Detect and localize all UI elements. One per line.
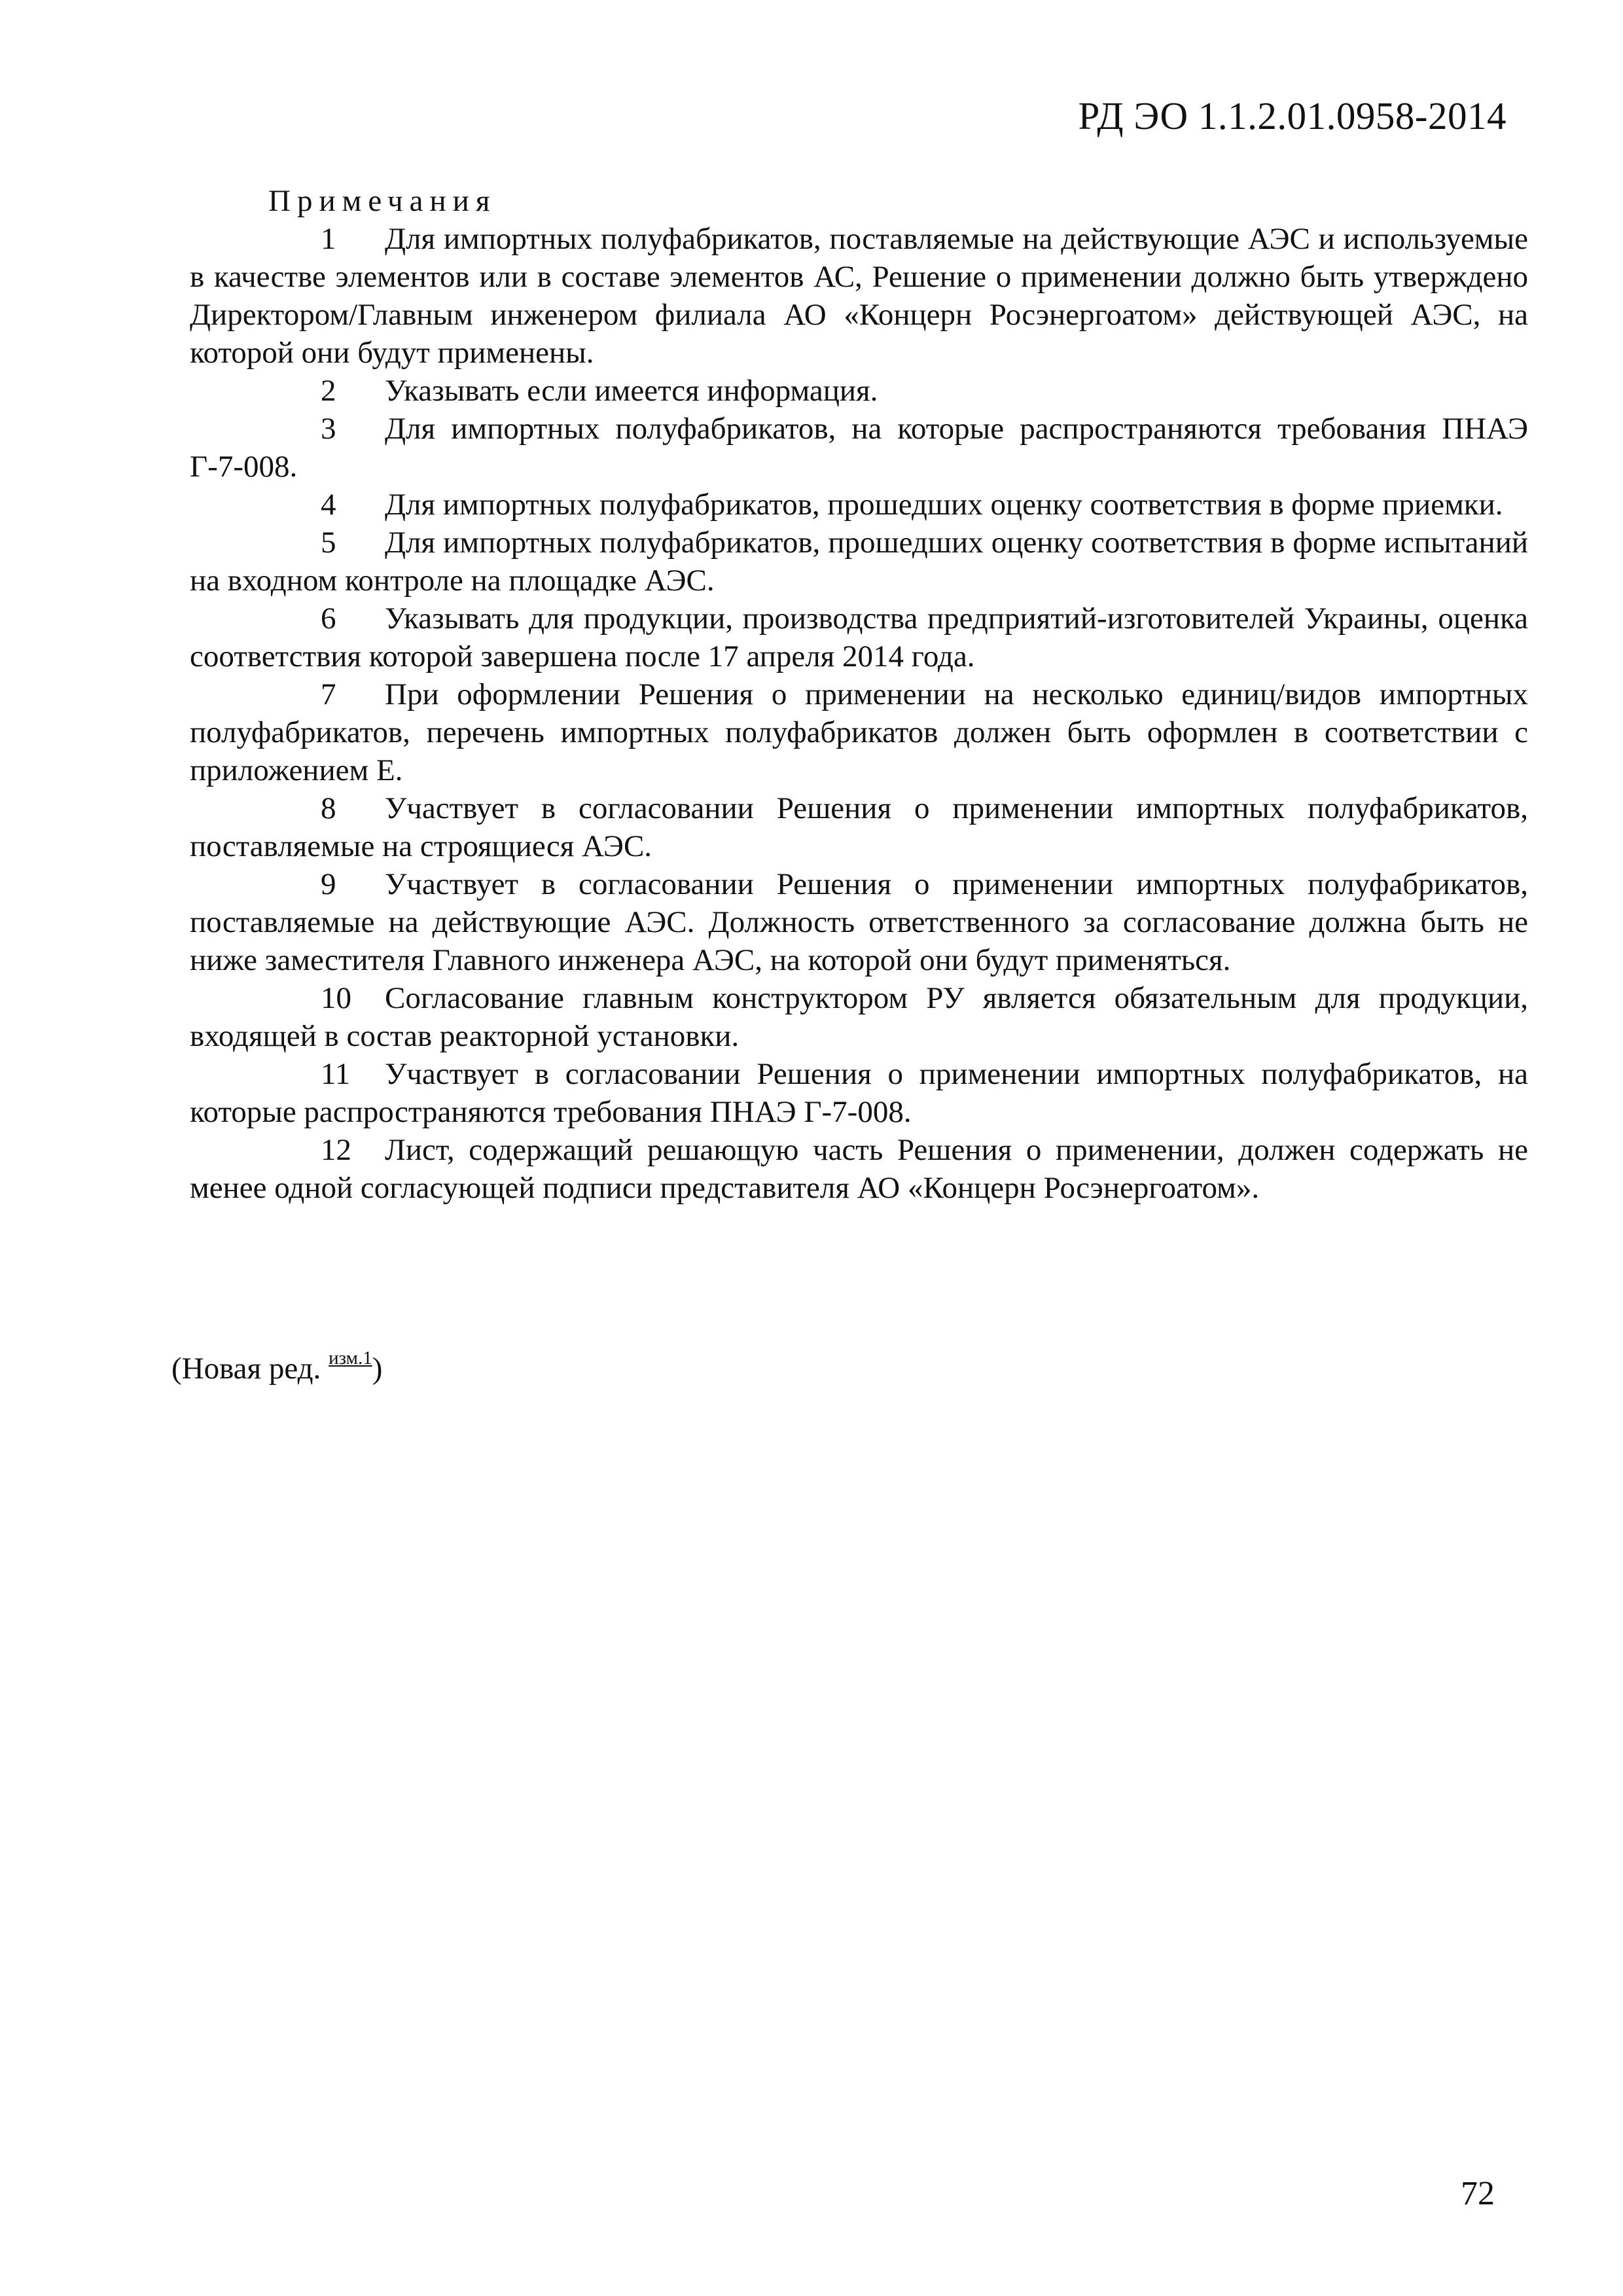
page-number: 72 xyxy=(1461,2175,1495,2212)
note-text: Участвует в согласовании Решения о применении импортных полуфабрикатов, на которые распространяются требования ПНАЭ Г-7-008. xyxy=(190,1057,1528,1129)
note-item xyxy=(190,1055,1528,1131)
note-text: Для импортных полуфабрикатов, на которые распространяются требования ПНАЭ Г-7-008. xyxy=(190,412,1528,484)
document-code: РД ЭО 1.1.2.01.0958-2014 xyxy=(1078,94,1507,137)
note-item xyxy=(190,865,1528,979)
note-text: Участвует в согласовании Решения о применении импортных полуфабрикатов, поставляемые на действующие АЭС. Должность ответственного за согласование должна быть не ниже заместителя Главного инженера АЭС, на которой они будут применяться. xyxy=(190,867,1528,977)
note-text: При оформлении Решения о применении на несколько единиц/видов импортных полуфабрикатов, перечень импортных полуфабрикатов должен быть оформлен в соответствии с приложением Е. xyxy=(190,677,1528,787)
note-number: 8 xyxy=(321,791,336,825)
note-text: Согласование главным конструктором РУ является обязательным для продукции, входящей в состав реакторной установки. xyxy=(190,981,1528,1053)
note-item xyxy=(190,600,1528,675)
note-item xyxy=(190,524,1528,600)
note-item xyxy=(190,220,1528,372)
note-number: 12 xyxy=(321,1133,351,1167)
note-number: 3 xyxy=(321,412,336,446)
note-item xyxy=(190,979,1528,1055)
note-number: 9 xyxy=(321,867,336,901)
note-text: Для импортных полуфабрикатов, поставляемые на действующие АЭС и используемые в качестве элементов или в составе элементов АС, Решение о применении должно быть утверждено Директором/Главным инженером филиала АО «Концерн Росэнергоатом» действующей АЭС, на которой они будут применены. xyxy=(190,222,1528,370)
note-number: 1 xyxy=(321,222,336,256)
note-text: Для импортных полуфабрикатов, прошедших оценку соответствия в форме приемки. xyxy=(385,488,1503,522)
revision-prefix: (Новая ред. xyxy=(171,1352,321,1386)
note-number: 11 xyxy=(321,1057,351,1091)
note-text: Участвует в согласовании Решения о применении импортных полуфабрикатов, поставляемые на строящиеся АЭС. xyxy=(190,791,1528,863)
notes-heading: Примечания xyxy=(268,184,497,218)
note-item xyxy=(190,789,1528,865)
note-number: 2 xyxy=(321,374,336,408)
notes-section xyxy=(190,182,1528,1207)
note-number: 6 xyxy=(321,601,336,636)
note-number: 10 xyxy=(321,981,351,1015)
note-item xyxy=(190,372,1528,410)
note-number: 7 xyxy=(321,677,336,711)
note-text: Указывать для продукции, производства предприятий-изготовителей Украины, оценка соответствия которой завершена после 17 апреля 2014 года. xyxy=(190,601,1528,673)
note-item xyxy=(190,675,1528,789)
note-number: 5 xyxy=(321,526,336,560)
change-link[interactable]: изм.1 xyxy=(329,1348,372,1369)
revision-note xyxy=(171,1339,382,1388)
note-text: Лист, содержащий решающую часть Решения о применении, должен содержать не менее одной согласующей подписи представителя АО «Концерн Росэнергоатом». xyxy=(190,1133,1528,1205)
note-item xyxy=(190,410,1528,486)
note-text: Для импортных полуфабрикатов, прошедших оценку соответствия в форме испытаний на входном контроле на площадке АЭС. xyxy=(190,526,1528,598)
note-text: Указывать если имеется информация. xyxy=(385,374,878,408)
note-item xyxy=(190,1131,1528,1207)
note-number: 4 xyxy=(321,488,336,522)
note-item xyxy=(190,486,1528,524)
revision-suffix: ) xyxy=(372,1352,383,1386)
